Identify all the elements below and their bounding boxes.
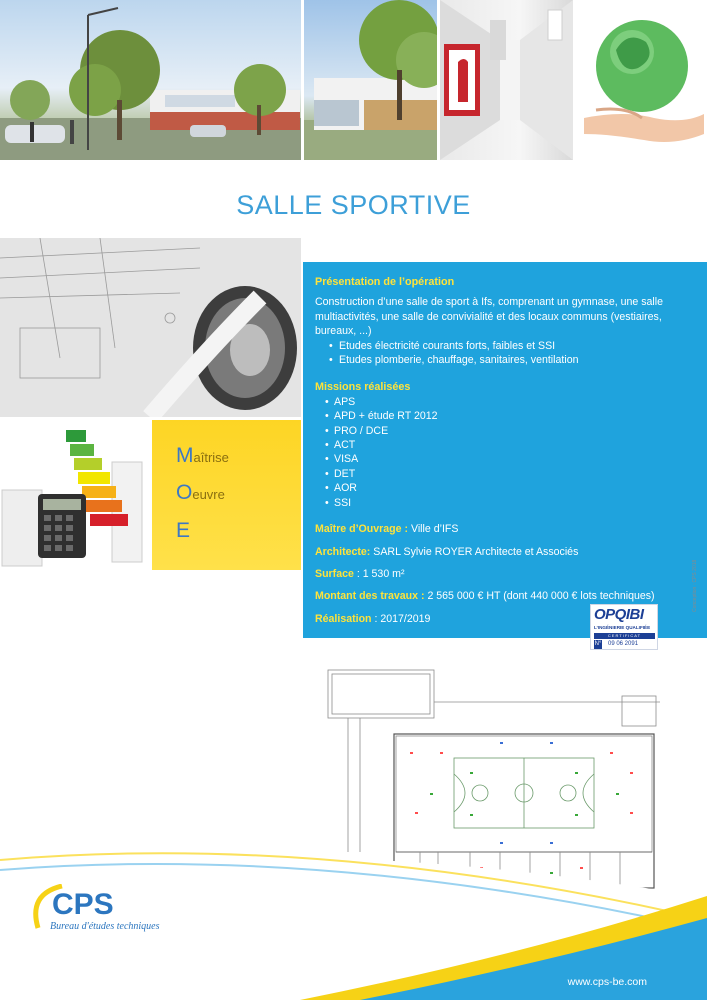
- list-item: • SSI: [315, 496, 700, 510]
- design-credit: Conception : CPS 2018: [692, 559, 698, 612]
- project-info-panel: [303, 262, 707, 638]
- maitre-ouvrage-row: Maître d’Ouvrage : Ville d’IFS: [315, 523, 459, 536]
- list-item: • ACT: [315, 438, 700, 452]
- energy-label-calculator-photo: [0, 420, 152, 570]
- opqibi-certificate-label: CERTIFICAT: [594, 633, 655, 639]
- missions-list: [315, 395, 700, 510]
- realisation-row: Réalisation : 2017/2019: [315, 612, 431, 625]
- list-item: • VISA: [315, 452, 700, 466]
- montant-row: Montant des travaux : 2 565 000 € HT (dont 440 000 € lots techniques): [315, 590, 655, 603]
- cps-tagline: Bureau d'études techniques: [50, 921, 160, 932]
- list-item: • APD + étude RT 2012: [315, 409, 700, 423]
- opqibi-logo: OPQIBI: [594, 606, 644, 623]
- list-item: • DET: [315, 467, 700, 481]
- list-item: • Etudes plomberie, chauffage, sanitaires, ventilation: [315, 353, 700, 367]
- list-item: • APS: [315, 395, 700, 409]
- rolled-plans-photo: [0, 238, 301, 417]
- moe-e: E: [176, 519, 191, 542]
- corridor-extinguisher-photo: [440, 0, 573, 160]
- page-title: SALLE SPORTIVE: [236, 190, 471, 220]
- moe-maitrise: Maîtrise: [176, 444, 229, 467]
- list-item: • AOR: [315, 481, 700, 495]
- cps-brand: CPS: [52, 888, 114, 921]
- building-facade-photo: [304, 0, 437, 160]
- building-exterior-photo: [0, 0, 301, 160]
- missions-heading: Missions réalisées: [315, 381, 411, 394]
- opqibi-subtitle: L’INGÉNIERIE QUALIFIÉE: [594, 625, 651, 630]
- presentation-text: Construction d’une salle de sport à Ifs, comprenant un gymnase, une salle multiactivités, une salle de convivialité et des locaux communs (vestiaires, bureaux, ...): [315, 296, 664, 338]
- moe-oeuvre: Oeuvre: [176, 481, 225, 504]
- website-link[interactable]: www.cps-be.com: [567, 976, 647, 988]
- list-item: • PRO / DCE: [315, 424, 700, 438]
- presentation-list: [315, 339, 700, 368]
- architecte-row: Architecte: SARL Sylvie ROYER Architecte et Associés: [315, 545, 579, 558]
- opqibi-certification-badge: [590, 604, 658, 650]
- opqibi-number-row: N° 09 06 2091: [594, 641, 639, 647]
- moe-block: [152, 420, 301, 570]
- photo-strip: [0, 0, 707, 160]
- surface-row: Surface : 1 530 m²: [315, 567, 405, 580]
- list-item: • Etudes électricité courants forts, faibles et SSI: [315, 339, 700, 353]
- presentation-heading: Présentation de l’opération: [315, 276, 455, 288]
- opqibi-number: 09 06 2091: [608, 641, 639, 647]
- globe-hands-photo: [576, 0, 707, 160]
